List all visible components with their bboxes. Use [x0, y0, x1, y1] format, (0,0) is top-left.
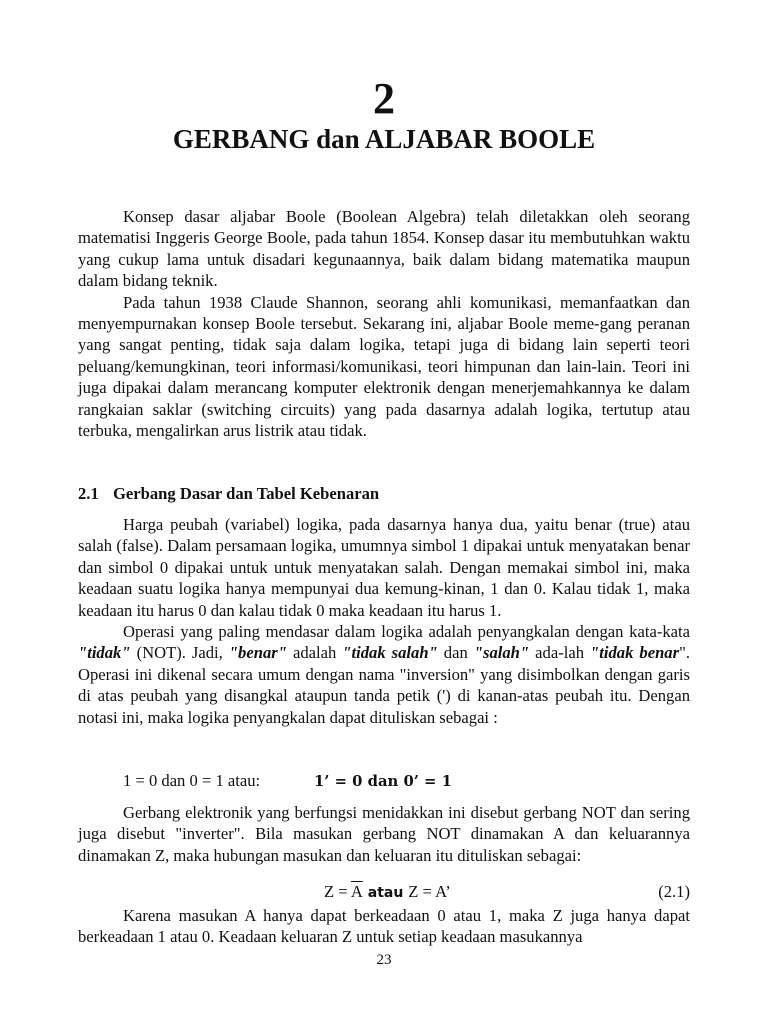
chapter-title: GERBANG dan ALJABAR BOOLE [172, 124, 596, 154]
formula-expression: $Z = \overline{A}$ atau Z = A’ [324, 882, 451, 901]
not-gate-formula [78, 880, 690, 904]
page-number: 23 [376, 952, 392, 968]
formula-a-bar: $\overline{A}$ [350, 882, 363, 901]
section-paragraph-3: Gerbang elektronik yang berfungsi menidakkan ini disebut gerbang NOT dan sering juga disebut "inverter". Bila masukan gerbang NOT dinamakan A dan keluarannya dinamakan Z, maka hubungan masukan dan keluaran itu dituliskan sebagai: [78, 803, 690, 865]
section-paragraph-4: Karena masukan A hanya dapat berkeadaan 0 atau 1, maka Z juga hanya dapat berkeadaan 1 atau 0. Keadaan keluaran Z untuk setiap keadaan masukannya [78, 906, 690, 947]
section-title: Gerbang Dasar dan Tabel Kebenaran [113, 484, 380, 503]
section-block-1 [78, 514, 690, 728]
formula-number: (2.1) [658, 882, 690, 901]
intro-paragraph-2: Pada tahun 1938 Claude Shannon, seorang ahli komunikasi, memanfaatkan dan menyempurnakan konsep Boole tersebut. Sekarang ini, aljabar Boole meme-gang peranan yang sangat penting, tidak saja dalam logika, tetapi juga di bidang lain seperti teori peluang/kemungkinan, teori informasi/komunikasi, teori himpunan dan lain-lain. Teori ini juga dipakai dalam merancang komputer elektronik dengan menerjemahkannya ke dalam rangkaian saklar (switching circuits) yang pada dasarnya adalah logika, tertutup atau terbuka, mengalirkan arus listrik atau tidak. [78, 292, 690, 441]
section-paragraph-1: Harga peubah (variabel) logika, pada dasarnya hanya dua, yaitu benar (true) atau salah (false). Dalam persamaan logika, umumnya simbol 1 dipakai untuk menyatakan benar dan simbol 0 dipakai untuk untuk menyatakan salah. Dengan memakai simbol ini, maka keadaan suatu logika hanya mempunyai dua kemung-kinan, 1 dan 0. Kalau tidak 1, maka keadaan itu harus 0 dan kalau tidak 0 maka keadaan itu harus 1. [78, 515, 690, 620]
emphasis-tidak: "tidak" [78, 643, 131, 663]
negation-equation-prime: 1’ = 0 dan 0’ = 1 [314, 773, 452, 790]
negation-equation-line [123, 770, 452, 793]
chapter-number: 2 [373, 74, 395, 123]
emphasis-tidak-benar: "tidak benar [590, 643, 680, 663]
section-number: 2.1 [78, 484, 99, 503]
section-heading [78, 483, 690, 505]
section-block-2 [78, 802, 690, 866]
emphasis-salah: "salah" [473, 643, 530, 663]
section-block-3 [78, 905, 690, 948]
section-paragraph-2: Operasi yang paling mendasar dalam logika adalah penyangkalan dengan kata-kata "tidak" (NOT). Jadi, "benar" adalah "tidak salah" dan "salah" ada-lah "tidak benar". Operasi ini dikenal secara umum dengan nama "inversion" yang disimbolkan dengan garis di atas peubah yang disangkal ataupun tanda petik (') di kanan-atas peubah itu. Dengan notasi ini, maka logika penyangkalan dapat dituliskan sebagai : [78, 622, 690, 727]
intro-block [78, 206, 690, 441]
emphasis-tidak-salah: "tidak salah" [342, 643, 438, 663]
negation-equation-text: 1 = 0 dan 0 = 1 atau: [123, 771, 261, 790]
intro-paragraph-1: Konsep dasar aljabar Boole (Boolean Algebra) telah diletakkan oleh seorang matematisi Inggeris George Boole, pada tahun 1854. Konsep dasar itu membutuhkan waktu yang cukup lama untuk disadari kegunaannya, baik dalam bidang matematika maupun dalam bidang teknik. [78, 207, 690, 291]
emphasis-benar: "benar" [228, 643, 287, 663]
